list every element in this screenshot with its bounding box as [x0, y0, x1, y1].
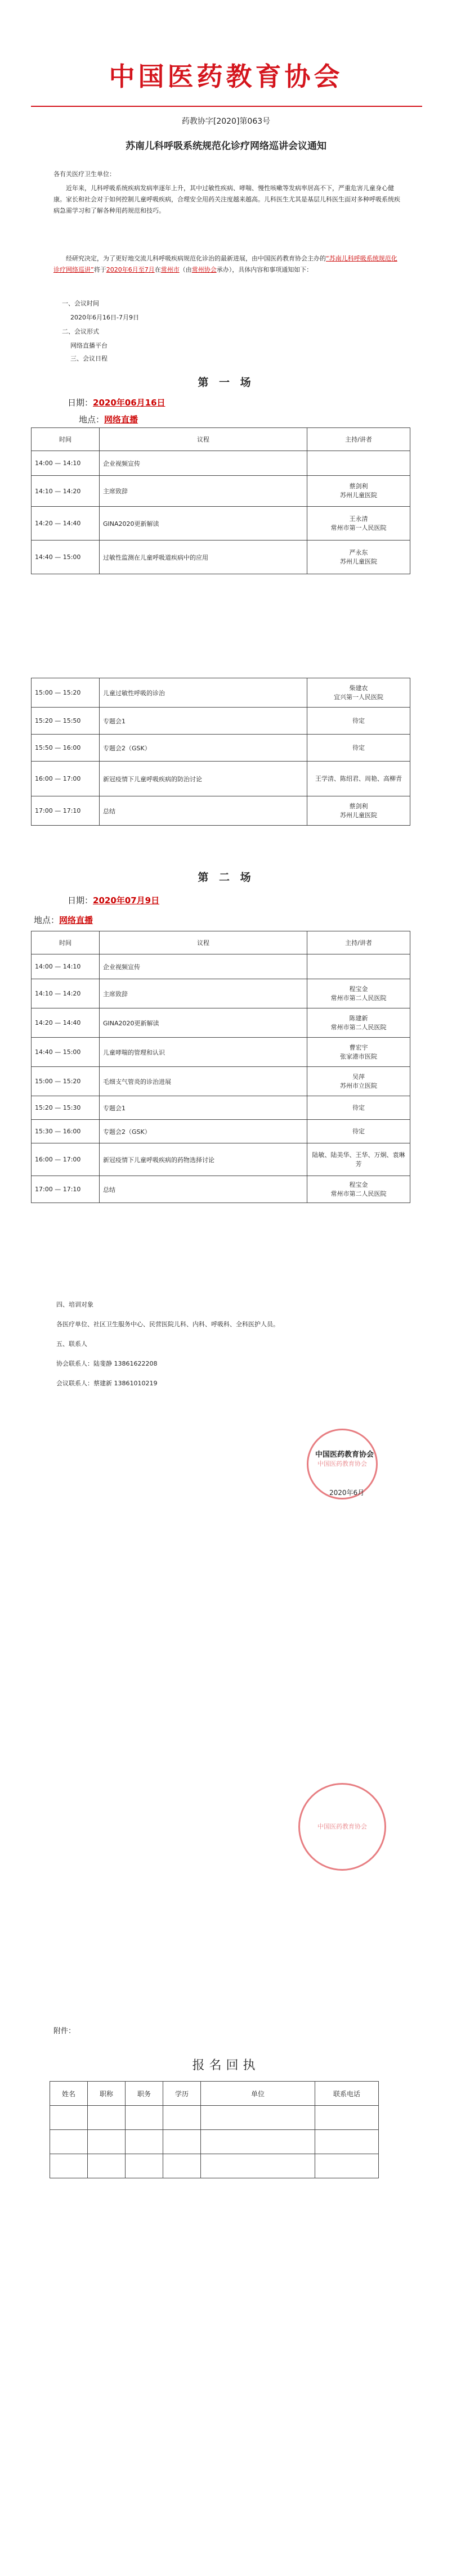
session2-date-value: 2020年07月9日	[93, 895, 160, 906]
table-row	[32, 451, 410, 476]
session2-place-value: 网络直播	[59, 915, 93, 925]
receipt-title: 报名回执	[192, 2059, 260, 2073]
receipt-cell[interactable]	[315, 2154, 379, 2178]
receipt-header-row	[50, 2082, 379, 2106]
receipt-row	[50, 2130, 379, 2154]
session2-place-label: 地点：	[34, 915, 60, 925]
row-time: 14:40 — 15:00	[32, 541, 100, 574]
row-topic: 专题会2（GSK）	[100, 1120, 307, 1143]
association-seal: 中国医药教育协会	[307, 1429, 378, 1499]
receipt-cell[interactable]	[126, 2106, 163, 2130]
red-divider	[31, 106, 422, 107]
table-row	[32, 1143, 410, 1176]
table-row	[32, 541, 410, 574]
session1-place-label: 地点：	[79, 415, 105, 425]
p2-a: 经研究决定，为了更好地交流儿科呼吸疾病规范化诊治的最新进展，由中国医药教育协会主办的	[66, 255, 326, 262]
section1-body: 2020年6月16日-7月9日	[70, 314, 139, 321]
p2-i: 承办），具体内容和事项通知如下：	[216, 266, 313, 273]
receipt-cell[interactable]	[88, 2106, 126, 2130]
document-number: 药教协字[2020]第063号	[181, 117, 271, 126]
header-agenda: 议程	[100, 428, 307, 451]
association-seal-2: 中国医药教育协会	[298, 1783, 386, 1871]
session2-place	[34, 914, 93, 926]
row-topic: 专题会1	[100, 1096, 307, 1120]
row-host: 严永东 苏州儿童医院	[307, 541, 410, 574]
p2-organizer: 常州协会	[191, 266, 217, 273]
row-topic: 儿童哮喘的管理和认识	[100, 1038, 307, 1067]
row-topic: GINA2020更新解读	[100, 1008, 307, 1038]
row-time: 14:00 — 14:10	[32, 451, 100, 476]
session1-date-value: 2020年06月16日	[93, 398, 165, 408]
header-time: 时间	[32, 428, 100, 451]
receipt-cell[interactable]	[163, 2106, 201, 2130]
table-row	[32, 476, 410, 507]
row-host: 曹宏宇 张家港市医院	[307, 1038, 410, 1067]
row-time: 15:50 — 16:00	[32, 735, 100, 762]
table-row	[32, 1096, 410, 1120]
row-host: 程宝金 常州市第二人民医院	[307, 979, 410, 1008]
receipt-cell[interactable]	[163, 2130, 201, 2154]
receipt-cell[interactable]	[315, 2130, 379, 2154]
row-topic: 主席致辞	[100, 979, 307, 1008]
row-topic: 企业视频宣传	[100, 451, 307, 476]
table-row	[32, 1008, 410, 1038]
receipt-cell[interactable]	[126, 2154, 163, 2178]
session1-place-value: 网络直播	[104, 415, 138, 425]
row-time: 14:00 — 14:10	[32, 954, 100, 979]
row-topic: 总结	[100, 1176, 307, 1203]
row-topic: 总结	[100, 796, 307, 826]
section4-heading: 四、培训对象	[56, 1301, 93, 1308]
signature-date: 2020年6月	[329, 1489, 365, 1497]
p2-e: 在	[154, 266, 161, 273]
row-time: 14:10 — 14:20	[32, 476, 100, 507]
row-topic: 毛细支气管炎的诊治进展	[100, 1067, 307, 1096]
row-time: 14:40 — 15:00	[32, 1038, 100, 1067]
receipt-table	[50, 2081, 379, 2178]
receipt-header-unit: 单位	[201, 2082, 315, 2106]
row-host: 待定	[307, 1096, 410, 1120]
receipt-cell[interactable]	[201, 2106, 315, 2130]
purpose-paragraph	[53, 253, 402, 276]
row-time: 16:00 — 17:00	[32, 1143, 100, 1176]
p2-c: 将于	[93, 266, 106, 273]
receipt-cell[interactable]	[88, 2130, 126, 2154]
row-topic: 主席致辞	[100, 476, 307, 507]
section2-heading: 二、会议形式	[62, 328, 99, 335]
table-row	[32, 979, 410, 1008]
receipt-header-position: 职务	[126, 2082, 163, 2106]
row-time: 15:20 — 15:50	[32, 708, 100, 735]
p2-city: 常州市	[160, 266, 180, 273]
table-row	[32, 507, 410, 541]
header-host: 主持/讲者	[307, 931, 410, 954]
row-host: 王学清、陈绍君、周艳、高柳青	[307, 762, 410, 796]
row-topic: 专题会2（GSK）	[100, 735, 307, 762]
receipt-header-education: 学历	[163, 2082, 201, 2106]
session1-table-continued	[31, 678, 410, 826]
section3-heading: 三、会议日程	[70, 355, 108, 362]
receipt-row	[50, 2154, 379, 2178]
receipt-cell[interactable]	[50, 2130, 88, 2154]
contact-association: 协会联系人：陆斐静 13861622208	[56, 1360, 158, 1367]
contact-meeting: 会议联系人：蔡建新 13861010219	[56, 1380, 158, 1387]
receipt-cell[interactable]	[50, 2106, 88, 2130]
row-topic: 企业视频宣传	[100, 954, 307, 979]
section2-body: 网络直播平台	[70, 342, 108, 349]
notice-title: 苏南儿科呼吸系统规范化诊疗网络巡讲会议通知	[126, 141, 326, 152]
row-time: 16:00 — 17:00	[32, 762, 100, 796]
row-host: 待定	[307, 708, 410, 735]
table-row	[32, 1120, 410, 1143]
row-host: 待定	[307, 1120, 410, 1143]
receipt-header-title: 职称	[88, 2082, 126, 2106]
table-row	[32, 678, 410, 708]
table-row	[32, 796, 410, 826]
row-time: 14:10 — 14:20	[32, 979, 100, 1008]
session1-table	[31, 427, 410, 574]
salutation: 各有关医疗卫生单位：	[53, 170, 115, 178]
receipt-header-phone: 联系电话	[315, 2082, 379, 2106]
row-host	[307, 954, 410, 979]
row-time: 15:00 — 15:20	[32, 1067, 100, 1096]
row-time: 15:00 — 15:20	[32, 678, 100, 708]
receipt-cell[interactable]	[201, 2130, 315, 2154]
row-topic: 专题会1	[100, 708, 307, 735]
table-row	[32, 1038, 410, 1067]
session2-title: 第 二 场	[198, 871, 254, 884]
row-host: 蔡剑利 苏州儿童医院	[307, 476, 410, 507]
row-topic: 新冠疫情下儿童呼吸疾病的防治讨论	[100, 762, 307, 796]
header-time: 时间	[32, 931, 100, 954]
session1-place	[79, 413, 138, 425]
row-topic: 过敏性监测在儿童呼吸道疾病中的应用	[100, 541, 307, 574]
session1-title: 第 一 场	[198, 376, 254, 389]
p2-event: “苏南儿科呼吸系统规范化诊疗网络巡讲”	[53, 255, 397, 273]
row-topic: 新冠疫情下儿童呼吸疾病的药物选择讨论	[100, 1143, 307, 1176]
signature-org: 中国医药教育协会	[315, 1451, 374, 1459]
row-time: 15:20 — 15:30	[32, 1096, 100, 1120]
row-topic: GINA2020更新解读	[100, 507, 307, 541]
receipt-cell[interactable]	[88, 2154, 126, 2178]
table-row	[32, 735, 410, 762]
row-host: 陈建新 常州市第二人民医院	[307, 1008, 410, 1038]
row-time: 14:20 — 14:40	[32, 507, 100, 541]
receipt-cell[interactable]	[163, 2154, 201, 2178]
table-row	[32, 1067, 410, 1096]
row-topic: 儿童过敏性呼吸的诊治	[100, 678, 307, 708]
receipt-cell[interactable]	[201, 2154, 315, 2178]
receipt-row	[50, 2106, 379, 2130]
table-row	[32, 708, 410, 735]
session2-table	[31, 931, 410, 1203]
table-row	[32, 762, 410, 796]
receipt-header-name: 姓名	[50, 2082, 88, 2106]
receipt-cell[interactable]	[315, 2106, 379, 2130]
header-host: 主持/讲者	[307, 428, 410, 451]
header-agenda: 议程	[100, 931, 307, 954]
row-time: 14:20 — 14:40	[32, 1008, 100, 1038]
row-time: 17:00 — 17:10	[32, 1176, 100, 1203]
receipt-cell[interactable]	[50, 2154, 88, 2178]
session2-date	[68, 894, 159, 906]
row-host: 王永清 常州市第一人民医院	[307, 507, 410, 541]
row-time: 17:00 — 17:10	[32, 796, 100, 826]
row-host: 蔡剑利 苏州儿童医院	[307, 796, 410, 826]
row-host: 陆敏、陆美华、王华、万炯、袁琳芳	[307, 1143, 410, 1176]
section1-heading: 一、会议时间	[62, 300, 99, 307]
table-row	[32, 1176, 410, 1203]
receipt-cell[interactable]	[126, 2130, 163, 2154]
session2-date-label: 日期：	[68, 895, 93, 906]
table-header-row	[32, 931, 410, 954]
row-host	[307, 451, 410, 476]
section4-body: 各医疗单位、社区卫生服务中心、民营医院儿科、内科、呼吸科、全科医护人员。	[56, 1321, 279, 1328]
row-host: 待定	[307, 735, 410, 762]
session1-date	[68, 397, 165, 408]
section5-heading: 五、联系人	[56, 1340, 87, 1348]
attachment-label: 附件：	[53, 2027, 76, 2035]
intro-paragraph: 近年来，儿科呼吸系统疾病发病率逐年上升，其中过敏性疾病、哮喘、慢性咳嗽等发病率居高不下，严重危害儿童身心健康。家长和社会对于如何控制儿童呼吸疾病，合理安全用药关注度越来越高。儿科医生尤其是基层儿科医生面对多种呼吸系统疾病急需学习和了解各种用药规范和技巧。	[53, 184, 400, 214]
session1-date-label: 日期：	[68, 398, 93, 408]
row-time: 15:30 — 16:00	[32, 1120, 100, 1143]
table-header-row	[32, 428, 410, 451]
p2-period: 2020年6月至7月	[106, 266, 155, 273]
table-row	[32, 954, 410, 979]
p2-g: （由	[179, 266, 192, 273]
org-title: 中国医药教育协会	[109, 61, 343, 92]
row-host: 程宝金 常州市第二人民医院	[307, 1176, 410, 1203]
row-host: 柴建农 宜兴第一人民医院	[307, 678, 410, 708]
row-host: 吴萍 苏州市立医院	[307, 1067, 410, 1096]
